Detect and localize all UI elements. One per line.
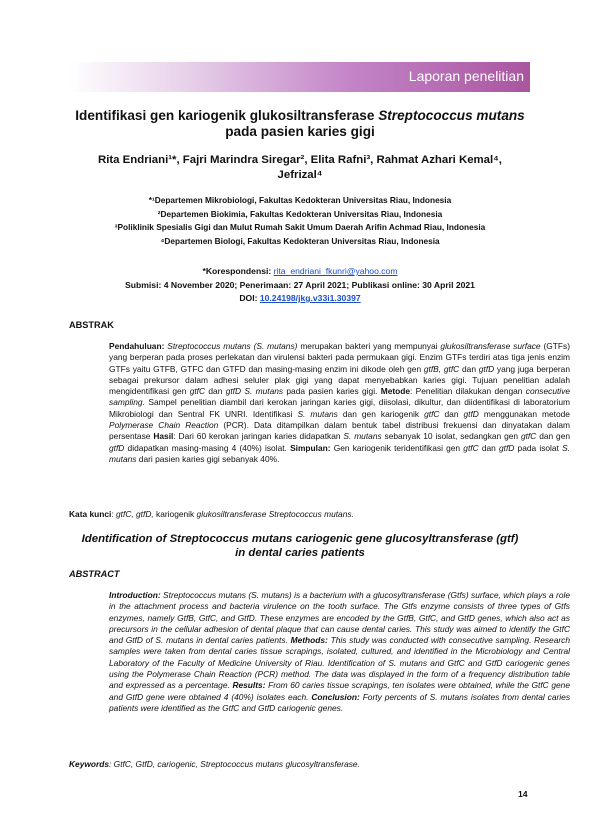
correspondence-label: *Korespondensi: (202, 266, 274, 276)
abstrak-span: yang juga berperan sebagai prekursor dalam adhesi seluler plak gigi yang dapat menyebabkan karies gigi. Tujuan penelitian adalah mengidentifikasi gen (109, 363, 570, 397)
abstrak-span: dan gen kariogenik (337, 408, 425, 419)
abstrak-span: gtfC (463, 442, 479, 453)
title-line2: pada pasien karies gigi (225, 124, 375, 139)
english-title-line2: in dental caries patients (235, 546, 365, 559)
abstrak-span: gtfC (424, 408, 440, 419)
english-title-line1: Identification of Streptococcus mutans cariogenic gene glucosyltransferase (gtf) (81, 533, 519, 545)
abstrak-span: gtfD S. mutans (225, 386, 284, 397)
abstract-body (69, 590, 570, 714)
abstrak-span: Gen kariogenik teridentifikasi gen (330, 442, 464, 453)
abstrak-span: gtfC (520, 431, 537, 442)
keywords (69, 759, 530, 770)
abstract-span: Forty percents of S. mutans isolates from dental caries patients were identified as the GtfC and GtfD cariogenic genes. (109, 691, 571, 713)
abstrak-span: dan (205, 386, 226, 397)
abstrak-span: dan (478, 442, 499, 453)
abstract-span: This study was conducted with consecutive sampling. Research samples were taken from dental caries tissue scrapings, isolated, cultured, and identified in the Microbiology and Central Laboratory of the Faculty of Medicine University of Riau. Identification of S. mutans and GtfC and GtfD cariogenic genes using the Polymerase Chain Reaction (PCR) method. The data was displayed in the form of a frequency distribution table and expressed as a percentage. (109, 635, 570, 691)
kata-kunci-span: : (111, 509, 117, 519)
affiliation-4: ⁴Departemen Biologi, Fakultas Kedokteran Universitas Riau, Indonesia (160, 235, 440, 246)
doi-label: DOI: (239, 293, 260, 303)
abstrak-span: : Penelitian dilakukan dengan (410, 386, 526, 397)
abstract-heading: ABSTRACT (69, 569, 120, 579)
authors-line2: Jefrizal⁴ (277, 169, 323, 181)
abstrak-span: S. mutans (297, 408, 338, 419)
kata-kunci-span: kariogenik (153, 509, 197, 519)
affiliation-1: *¹Departemen Mikrobiologi, Fakultas Kedokteran Universitas Riau, Indonesia (148, 195, 452, 205)
abstrak-span: gtfD (109, 442, 125, 453)
abstrak-span: didapatkan masing-masing 4 (40%) isolat. (124, 442, 291, 453)
abstrak-span: gtfB, gtfC (423, 363, 460, 374)
kata-kunci-label: Kata kunci (69, 509, 112, 519)
abstract-results-label: Results: (232, 680, 266, 691)
correspondence-email-link[interactable]: rita_endriani_fkunri@yahoo.com (273, 266, 398, 276)
abstrak-span: gtfC (189, 386, 206, 397)
section-label: Laporan penelitian (408, 68, 524, 84)
article-title (60, 108, 540, 140)
doi-link[interactable]: 10.24198/jkg.v33i1.30397 (259, 293, 361, 303)
abstrak-span: S. mutans (343, 431, 382, 442)
title-line1: Identifikasi gen kariogenik glukosiltransferase (75, 108, 379, 123)
abstract-conclusion-label: Conclusion: (311, 691, 360, 702)
abstract-methods-label: Methods: (290, 635, 328, 646)
abstract-span: Streptococcus mutans (S. mutans) is a bacterium with a glucosyltransferase (Gtfs) surface, which plays a role in the attachment process and bacteria virulence on the tooth surface. The Gtfs enzyme consists of three types of Gtfs enzymes, namely GtfB, GtfC, and GtfD. These enzymes are encoded by the GtfB, GtfC, and GtfD genes, which also act as precursors in the cellular adhesion of dental plaque that can cause dental caries. This study was aimed to identify the GtfC and GtfD of S. mutans in dental caries patients. (109, 590, 570, 646)
abstrak-intro-label: Pendahuluan: (109, 341, 168, 351)
kata-kunci-span: gtfC, gtfD, (116, 509, 154, 519)
abstract-intro-label: Introduction: (109, 590, 161, 600)
affiliation-2: ²Departemen Biokimia, Fakultas Kedokteran Universitas Riau, Indonesia (157, 208, 443, 219)
submission-dates: Submisi: 4 November 2020; Penerimaan: 27 April 2021; Publikasi online: 30 April 2021 (125, 279, 475, 290)
english-title (60, 533, 540, 560)
abstrak-span: menggunakan metode (478, 408, 570, 419)
abstrak-span: gtfD (498, 442, 515, 453)
abstrak-span: pada pasien karies gigi. (283, 386, 381, 397)
abstrak-span: (GTFs) yang berperan pada proses perlekatan dan virulensi bakteri pada permukaan gigi. Enzim GTFs terdiri atas tiga jenis enzim GTFs yaitu GTFB, GTFC dan GTFD dan masing-masing enzim ini dikode oleh gen (109, 341, 570, 374)
section-banner (68, 62, 530, 92)
affiliations (70, 194, 530, 248)
abstrak-span: dan (439, 408, 464, 419)
affiliation-3: ³Poliklinik Spesialis Gigi dan Mulut Rumah Sakit Umum Daerah Arifin Achmad Riau, Indonesia (114, 222, 486, 232)
page-number: 14 (518, 789, 528, 799)
keywords-value: : GtfC, GtfD, cariogenic, Streptococcus mutans glucosyltransferase. (109, 759, 360, 769)
authors-line1: Rita Endriani¹*, Fajri Marindra Siregar², Elita Rafni³, Rahmat Azhari Kemal⁴, (98, 154, 502, 166)
kata-kunci (69, 509, 530, 520)
abstrak-results-label: Hasil (153, 431, 174, 442)
abstrak-span: dan gen (536, 431, 571, 442)
abstrak-span: Polymerase Chain Reaction (109, 420, 219, 431)
abstrak-conclusion-label: Simpulan: (290, 442, 331, 453)
abstrak-methods-label: Metode (380, 386, 411, 397)
abstrak-span: consecutive sampling (109, 386, 571, 408)
abstract-span: From 60 caries tissue scrapings, ten isolates were obtained, while the GtfC gene and GtfD gene were obtained 4 (40%) isolates each. (109, 680, 570, 702)
abstrak-body (69, 341, 570, 465)
abstrak-span: glukosiltransferase surface (440, 341, 541, 351)
abstrak-span: gtfD (478, 363, 495, 374)
abstrak-span: pada isolat (514, 442, 563, 453)
author-list (70, 153, 530, 183)
abstrak-span: dari pasien karies gigi sebanyak 40%. (136, 453, 280, 464)
abstrak-span: . Sampel penelitian diambil dari kerokan jaringan karies gigi, diisolasi, dikultur, dan diidentifikasi di laboratorium Mikrobiologi dan Sentral FK UNRI. Identifikasi (109, 397, 570, 419)
abstrak-span: Streptococcus mutans (S. mutans) (167, 341, 298, 351)
correspondence-block (70, 265, 530, 306)
title-species: Streptococcus mutans (378, 108, 525, 123)
abstrak-span: sebanyak 10 isolat, sedangkan gen (381, 431, 521, 442)
abstrak-heading: ABSTRAK (69, 320, 114, 330)
abstrak-span: dan (459, 363, 479, 374)
abstrak-span: merupakan bakteri yang mempunyai (297, 341, 441, 351)
abstrak-span: S. mutans (109, 442, 570, 464)
keywords-label: Keywords (69, 759, 110, 769)
abstrak-span: gtfD (463, 408, 479, 419)
abstrak-span: : Dari 60 kerokan jaringan karies didapatkan (173, 431, 344, 442)
kata-kunci-span: glukosiltransferase Streptococcus mutans. (196, 509, 354, 519)
abstrak-span: (PCR). Data ditampilkan dalam bentuk tabel distribusi frekuensi dan dinyatakan dalam persentase (109, 420, 570, 442)
